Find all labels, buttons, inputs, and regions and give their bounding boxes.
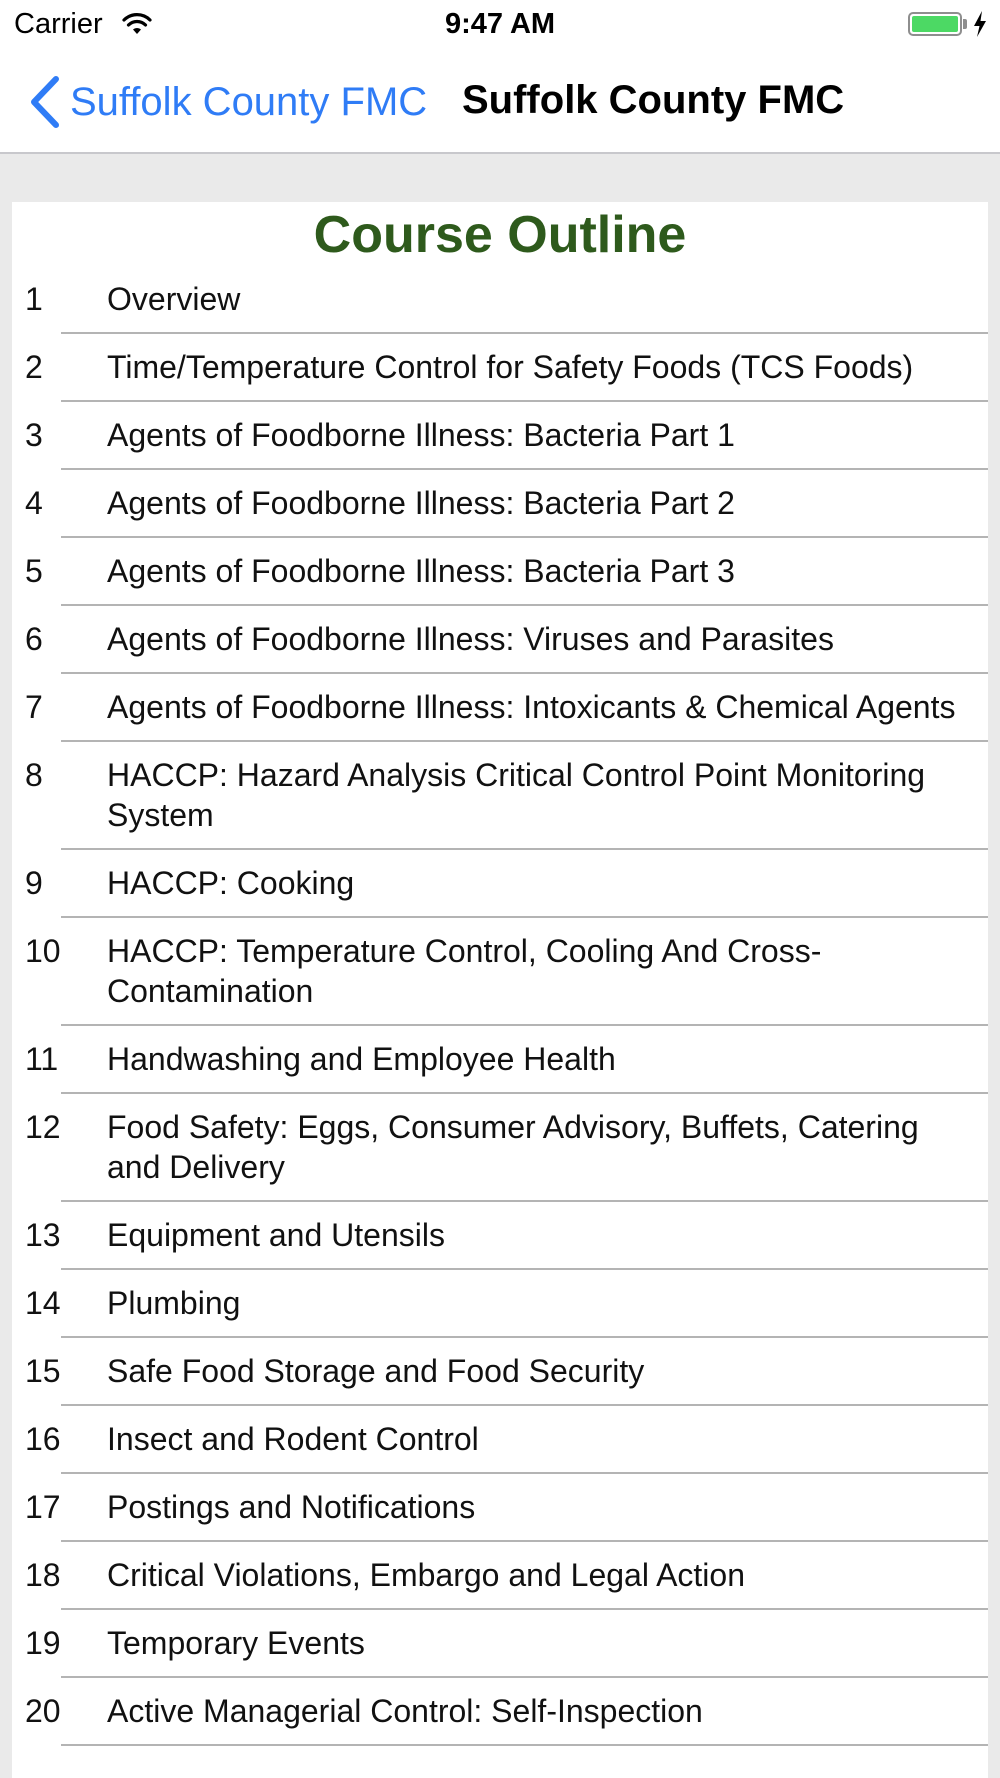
charging-bolt-icon xyxy=(972,11,988,37)
outline-item-title: Safe Food Storage and Food Security xyxy=(107,1353,645,1389)
outline-item-11[interactable] xyxy=(12,1026,988,1094)
outline-item-title: HACCP: Hazard Analysis Critical Control Point Monitoring System xyxy=(107,757,926,833)
outline-item-16[interactable] xyxy=(12,1406,988,1474)
outline-item-number: 18 xyxy=(25,1557,61,1593)
outline-item-number: 10 xyxy=(25,933,61,969)
outline-item-1[interactable] xyxy=(12,266,988,334)
outline-item-number: 9 xyxy=(25,865,43,901)
outline-item-title: HACCP: Temperature Control, Cooling And Cross-Contamination xyxy=(107,933,822,1009)
outline-item-number: 20 xyxy=(25,1693,61,1729)
outline-item-10[interactable] xyxy=(12,918,988,1026)
outline-item-title: Agents of Foodborne Illness: Bacteria Part 3 xyxy=(107,553,735,589)
outline-item-number: 19 xyxy=(25,1625,61,1661)
chevron-left-icon xyxy=(26,75,62,129)
outline-item-number: 13 xyxy=(25,1217,61,1253)
clock: 9:47 AM xyxy=(444,8,556,40)
outline-item-title: Agents of Foodborne Illness: Intoxicants & Chemical Agents xyxy=(107,689,956,725)
battery-tip xyxy=(963,19,967,29)
outline-item-17[interactable] xyxy=(12,1474,988,1542)
outline-item-title: Plumbing xyxy=(107,1285,241,1321)
battery-level xyxy=(912,16,958,32)
nav-title: Suffolk County FMC xyxy=(462,78,845,122)
outline-item-title: Agents of Foodborne Illness: Bacteria Part 2 xyxy=(107,485,735,521)
outline-item-18[interactable] xyxy=(12,1542,988,1610)
outline-item-13[interactable] xyxy=(12,1202,988,1270)
outline-item-title: Overview xyxy=(107,281,241,317)
outline-item-title: Equipment and Utensils xyxy=(107,1217,445,1253)
outline-item-number: 8 xyxy=(25,757,43,793)
outline-item-19[interactable] xyxy=(12,1610,988,1678)
outline-item-2[interactable] xyxy=(12,334,988,402)
outline-item-12[interactable] xyxy=(12,1094,988,1202)
outline-item-title: Insect and Rodent Control xyxy=(107,1421,479,1457)
outline-item-title: Critical Violations, Embargo and Legal Action xyxy=(107,1557,745,1593)
carrier-label: Carrier xyxy=(14,8,103,40)
outline-item-title: Postings and Notifications xyxy=(107,1489,476,1525)
outline-item-title: Active Managerial Control: Self-Inspection xyxy=(107,1693,703,1729)
page-title: Course Outline xyxy=(313,206,687,264)
outline-item-9[interactable] xyxy=(12,850,988,918)
outline-item-title: Time/Temperature Control for Safety Foods (TCS Foods) xyxy=(107,349,914,385)
outline-item-4[interactable] xyxy=(12,470,988,538)
outline-item-title: Temporary Events xyxy=(107,1625,365,1661)
outline-item-number: 5 xyxy=(25,553,43,589)
navigation-bar xyxy=(0,50,1000,154)
outline-item-number: 1 xyxy=(25,281,43,317)
outline-item-number: 15 xyxy=(25,1353,61,1389)
outline-item-5[interactable] xyxy=(12,538,988,606)
row-divider xyxy=(61,1744,988,1746)
status-bar xyxy=(0,0,1000,50)
back-button[interactable] xyxy=(26,74,427,130)
outline-item-number: 14 xyxy=(25,1285,61,1321)
outline-item-15[interactable] xyxy=(12,1338,988,1406)
outline-item-number: 6 xyxy=(25,621,43,657)
outline-item-7[interactable] xyxy=(12,674,988,742)
course-outline-list xyxy=(12,266,988,1746)
outline-item-number: 17 xyxy=(25,1489,61,1525)
outline-item-title: Handwashing and Employee Health xyxy=(107,1041,616,1077)
outline-item-number: 4 xyxy=(25,485,43,521)
outline-item-20[interactable] xyxy=(12,1678,988,1746)
outline-item-14[interactable] xyxy=(12,1270,988,1338)
outline-item-number: 12 xyxy=(25,1109,61,1145)
outline-item-title: Food Safety: Eggs, Consumer Advisory, Buffets, Catering and Delivery xyxy=(107,1109,919,1185)
outline-item-number: 3 xyxy=(25,417,43,453)
back-button-label: Suffolk County FMC xyxy=(70,79,428,124)
outline-item-3[interactable] xyxy=(12,402,988,470)
course-outline-card xyxy=(12,202,988,1778)
outline-item-title: HACCP: Cooking xyxy=(107,865,355,901)
outline-item-6[interactable] xyxy=(12,606,988,674)
outline-item-title: Agents of Foodborne Illness: Viruses and Parasites xyxy=(107,621,834,657)
outline-item-title: Agents of Foodborne Illness: Bacteria Part 1 xyxy=(107,417,735,453)
battery-icon xyxy=(908,12,962,36)
outline-item-number: 11 xyxy=(25,1041,59,1077)
outline-item-8[interactable] xyxy=(12,742,988,850)
outline-item-number: 7 xyxy=(25,689,43,725)
outline-item-number: 16 xyxy=(25,1421,61,1457)
outline-item-number: 2 xyxy=(25,349,43,385)
